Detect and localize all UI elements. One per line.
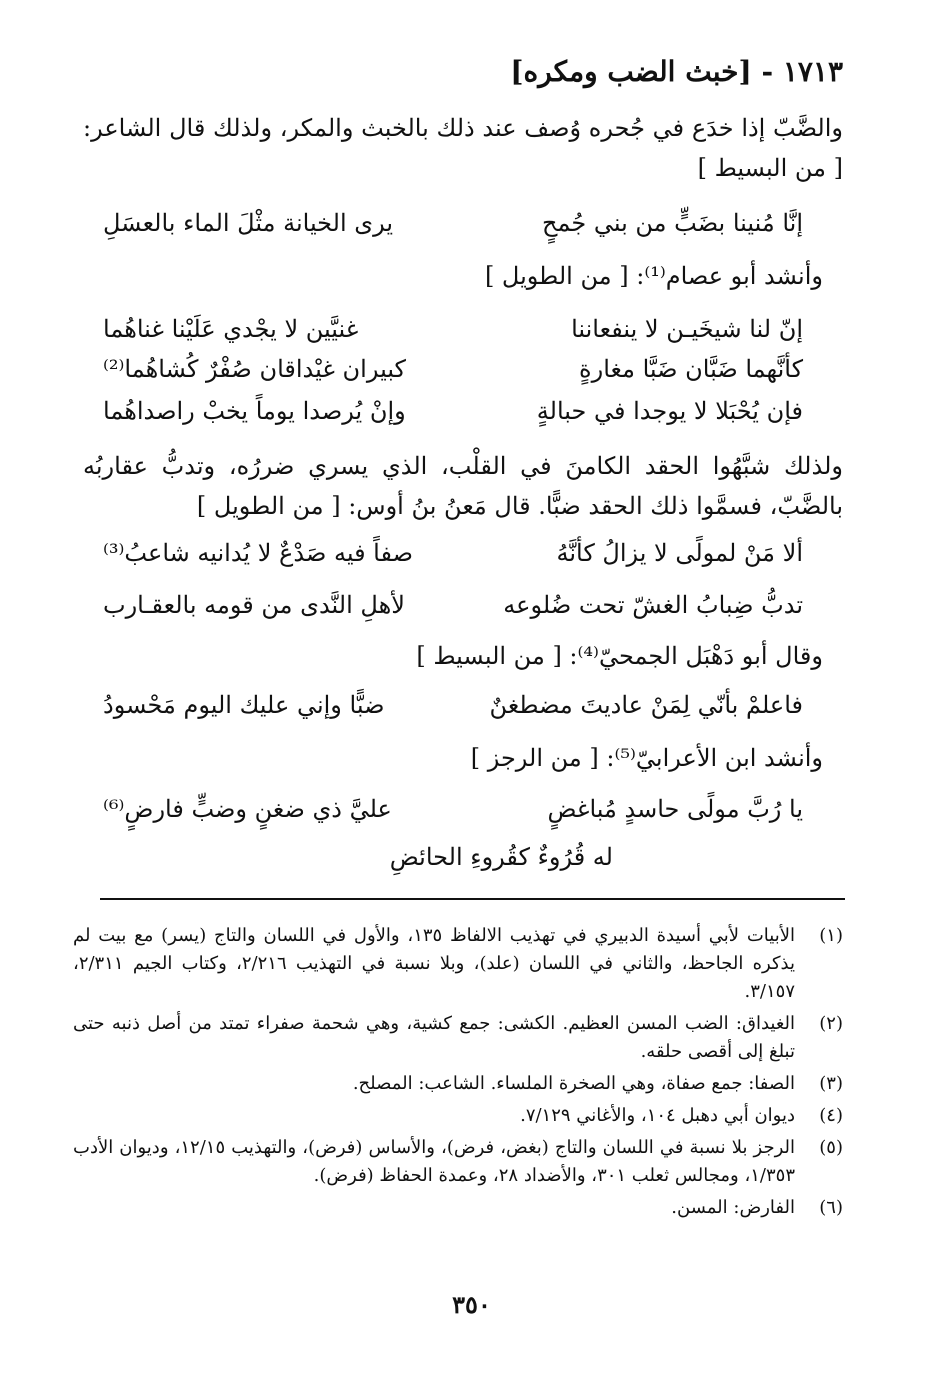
verse-5 <box>103 530 843 576</box>
footnote-2-text: الغيداق: الضب المسن العظيم. الكشى: جمع كشية، وهي شحمة صفراء تمتد من أصل ذنبه حتى تبلغ إلى أقصى حلقه. <box>73 1013 795 1062</box>
verse-1-second-hemistich: يرى الخيانة مثْلَ الماء بالعسَلِ <box>103 209 393 237</box>
page-number: ٣٥٠ <box>452 1290 491 1319</box>
paragraph-2 <box>83 446 843 526</box>
footnote-3-number: (٣) <box>819 1073 843 1094</box>
verse-3-first-hemistich: كأنَّهما ضَبَّان ضَبَّا مغارةٍ <box>579 355 803 383</box>
footnote-6-text: الفارض: المسن. <box>671 1197 795 1218</box>
footnote-5 <box>73 1134 843 1190</box>
section-heading: ١٧١٣ - [خبث الضب ومكره] <box>510 55 843 88</box>
verse-4-first-hemistich: فإن يُحْبَلا لا يوجدا في حبالةٍ <box>536 397 803 425</box>
footnote-2-number: (٢) <box>819 1013 843 1034</box>
verse-1 <box>103 200 843 246</box>
verse-7 <box>103 682 843 728</box>
intro-abu-dahbal: وقال أبو دَهْبَل الجمحيّ⁽⁴⁾: [ من البسيط ] <box>416 642 823 670</box>
paragraph-1-text: والضَّبّ إذا خدَع في جُحره وُصف عند ذلك بالخبث والمكر، ولذلك قال الشاعر: [ من البسيط ] <box>83 114 843 182</box>
verse-3 <box>103 346 843 392</box>
verse-9-hemistich: له قُرُوءٌ كقُروءِ الحائضِ <box>389 843 613 871</box>
verse-1-first-hemistich: إنَّا مُنينا بضَبٍّ من بني جُمحٍ <box>541 209 803 237</box>
verse-8-first-hemistich: يا رُبَّ مولًى حاسدٍ مُباغضٍ <box>547 795 803 823</box>
verse-8-second-hemistich: عليَّ ذي ضغنٍ وضبٍّ فارضٍ⁽⁶⁾ <box>103 795 392 823</box>
verse-6-first-hemistich: تدبُّ ضِبابُ الغشّ تحت ضُلوعه <box>503 591 803 619</box>
verse-2-second-hemistich: غنيَّين لا يجْدي عَلَيْنا غناهُما <box>103 315 359 343</box>
footnote-5-text: الرجز بلا نسبة في اللسان والتاج (بغض، فرض)، والأساس (فرض)، والتهذيب ١٢/١٥، وديوان الأدب ١/٣٥٣، ومجالس ثعلب ٣٠١، والأضداد ٢٨، وعمدة الحفاظ (فرض). <box>73 1137 795 1186</box>
footnote-2 <box>73 1010 843 1066</box>
footnote-3 <box>73 1070 843 1098</box>
verse-5-first-hemistich: ألا مَنْ لمولًى لا يزالُ كأنَّهُ <box>556 539 803 567</box>
intro-abu-isam: وأنشد أبو عصام⁽¹⁾: [ من الطويل ] <box>484 262 823 290</box>
footnote-4-number: (٤) <box>819 1105 843 1126</box>
intro-ibn-alarabi: وأنشد ابن الأعرابيّ⁽⁵⁾: [ من الرجز ] <box>470 744 823 772</box>
paragraph-2-text: ولذلك شبَّهُوا الحقد الكامنَ في القلْب، الذي يسري ضررُه، وتدبُّ عقاربُه بالضَّبّ، فسمَّوا ذلك الحقد ضبًّا. قال مَعنُ بنُ أوس: [ من الطويل ] <box>83 452 843 520</box>
footnote-4 <box>73 1102 843 1130</box>
verse-9 <box>103 834 843 880</box>
verse-7-first-hemistich: فاعلمْ بأنّي لِمَنْ عاديتَ مضطغنٌ <box>489 691 803 719</box>
verse-5-second-hemistich: صفاً فيه صَدْعٌ لا يُدانيه شاعبُ⁽³⁾ <box>103 539 414 567</box>
verse-6 <box>103 582 843 628</box>
footnote-1 <box>73 922 843 1006</box>
footnote-6-number: (٦) <box>819 1197 843 1218</box>
verse-4 <box>103 388 843 434</box>
footnotes <box>73 922 843 1226</box>
footnote-1-text: الأبيات لأبي أسيدة الدبيري في تهذيب الالفاظ ١٣٥، والأول في اللسان والتاج (يسر) مع بيت لم يذكره الجاحظ، والثاني في اللسان (علد)، وبلا نسبة في التهذيب ٢/٢١٦، وكتاب الجيم ٢/٣١١، ٣/١٥٧. <box>73 925 795 1002</box>
verse-8 <box>103 786 843 832</box>
footnote-4-text: ديوان أبي دهبل ١٠٤، والأغاني ٧/١٢٩. <box>520 1105 795 1126</box>
verse-7-second-hemistich: ضبًّا وإني عليك اليوم مَحْسودُ <box>103 691 385 719</box>
footnote-1-number: (١) <box>819 925 843 946</box>
verse-3-second-hemistich: كبيران غيْداقان صُفْرٌ كُشاهُما⁽²⁾ <box>103 355 406 383</box>
footnote-6 <box>73 1194 843 1222</box>
footnote-divider <box>100 898 845 900</box>
verse-6-second-hemistich: لأهلِ النَّدى من قومه بالعقـارب <box>103 591 405 619</box>
verse-2-first-hemistich: إنّ لنا شيخَيـن لا ينفعاننا <box>571 315 803 343</box>
paragraph-1 <box>83 108 843 188</box>
footnote-5-number: (٥) <box>819 1137 843 1158</box>
verse-4-second-hemistich: وإنْ يُرصدا يوماً يخبْ راصداهُما <box>103 397 406 425</box>
footnote-3-text: الصفا: جمع صفاة، وهي الصخرة الملساء. الشاعب: المصلح. <box>352 1073 795 1094</box>
